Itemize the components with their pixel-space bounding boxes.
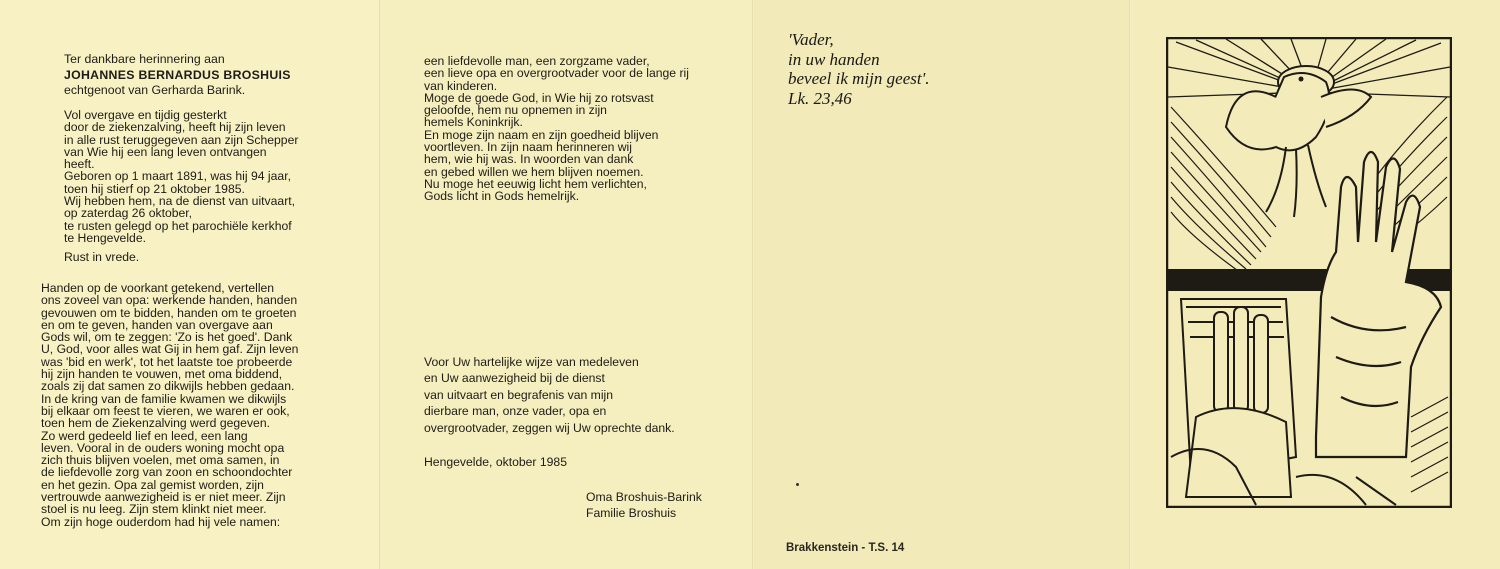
scripture-quote: 'Vader, in uw handen beveel ik mijn geest'. Lk. 23,46 xyxy=(788,30,930,108)
life-paragraph: Vol overgave en tijdig gesterkt door de ziekenzalving, heeft hij zijn leven in alle rust teruggegeven aan zijn Schepper van Wie hij een lang leven ontvangen heeft. Geboren op 1 maart 1891, was hij 94 jaar, toen hij stierf op 21 oktober 1985. Wij hebben hem, na de dienst van uitvaart, op zaterdag 26 oktober, te rusten gelegd op het parochiële kerkhof te Hengevelde. xyxy=(64,108,299,245)
place-date: Hengevelde, oktober 1985 xyxy=(424,455,567,469)
woodcut-illustration xyxy=(1166,37,1452,508)
fold-line xyxy=(752,0,754,569)
thanks-paragraph: Voor Uw hartelijke wijze van medeleven en Uw aanwezigheid bij de dienst van uitvaart en begrafenis van mijn dierbare man, onze vader, opa en overgrootvader, zeggen wij Uw oprechte dank. xyxy=(424,355,675,435)
rest-in-peace: Rust in vrede. xyxy=(64,250,140,264)
deceased-name: JOHANNES BERNARDUS BROSHUIS xyxy=(64,67,291,82)
dedication-header xyxy=(64,52,291,99)
printer-credit: Brakkenstein - T.S. 14 xyxy=(786,542,905,554)
signature-family-1: Oma Broshuis-Barink xyxy=(586,490,702,504)
fold-line xyxy=(1129,0,1131,569)
signature-family-2: Familie Broshuis xyxy=(586,506,677,520)
speck xyxy=(796,483,799,486)
prayer-paragraph: een liefdevolle man, een zorgzame vader, een lieve opa en overgrootvader voor de lange rij van kinderen. Moge de goede God, in Wie hij zo rotsvast geloofde, hem nu opnemen in zijn hemels Koninkrijk. En moge zijn naam en zijn goedheid blijven voortleven. In zijn naam herinneren wij hem, wie hij was. In woorden van dank en gebed willen we hem blijven noemen. Nu moge het eeuwig licht hem verlichten, Gods licht in Gods hemelrijk. xyxy=(424,54,689,204)
intro-line: Ter dankbare herinnering aan xyxy=(64,52,225,66)
spouse-line: echtgenoot van Gerharda Barink. xyxy=(64,83,246,97)
fold-line xyxy=(379,0,381,569)
hands-paragraph: Handen op de voorkant getekend, vertellen ons zoveel van opa: werkende handen, handen gevouwen om te bidden, handen om te groeten en om te geven, handen van overgave aan Gods wil, om te zeggen: 'Zo is het goed'. Dank U, God, voor alles wat Gij in hem gaf. Zijn leven was 'bid en werk', tot het laatste toe probeerde hij zijn handen te vouwen, met oma biddend, zoals zij dat samen zo dikwijls hebben gedaan. In de kring van de familie kwamen we dikwijls bij elkaar om feest te vieren, we waren er ook, toen hem de Ziekenzalving werd gegeven. Zo werd gedeeld lief en leed, een lang leven. Vooral in de ouders woning mocht opa zich thuis blijven voelen, met oma samen, in de liefdevolle zorg van zoon en schoondochter en het gezin. Opa zal gemist worden, zijn vertrouwde aanwezigheid is er niet meer. Zijn stoel is nu leeg. Zijn stem klinkt niet meer. Om zijn hoge ouderdom had hij vele namen: xyxy=(41,281,299,529)
